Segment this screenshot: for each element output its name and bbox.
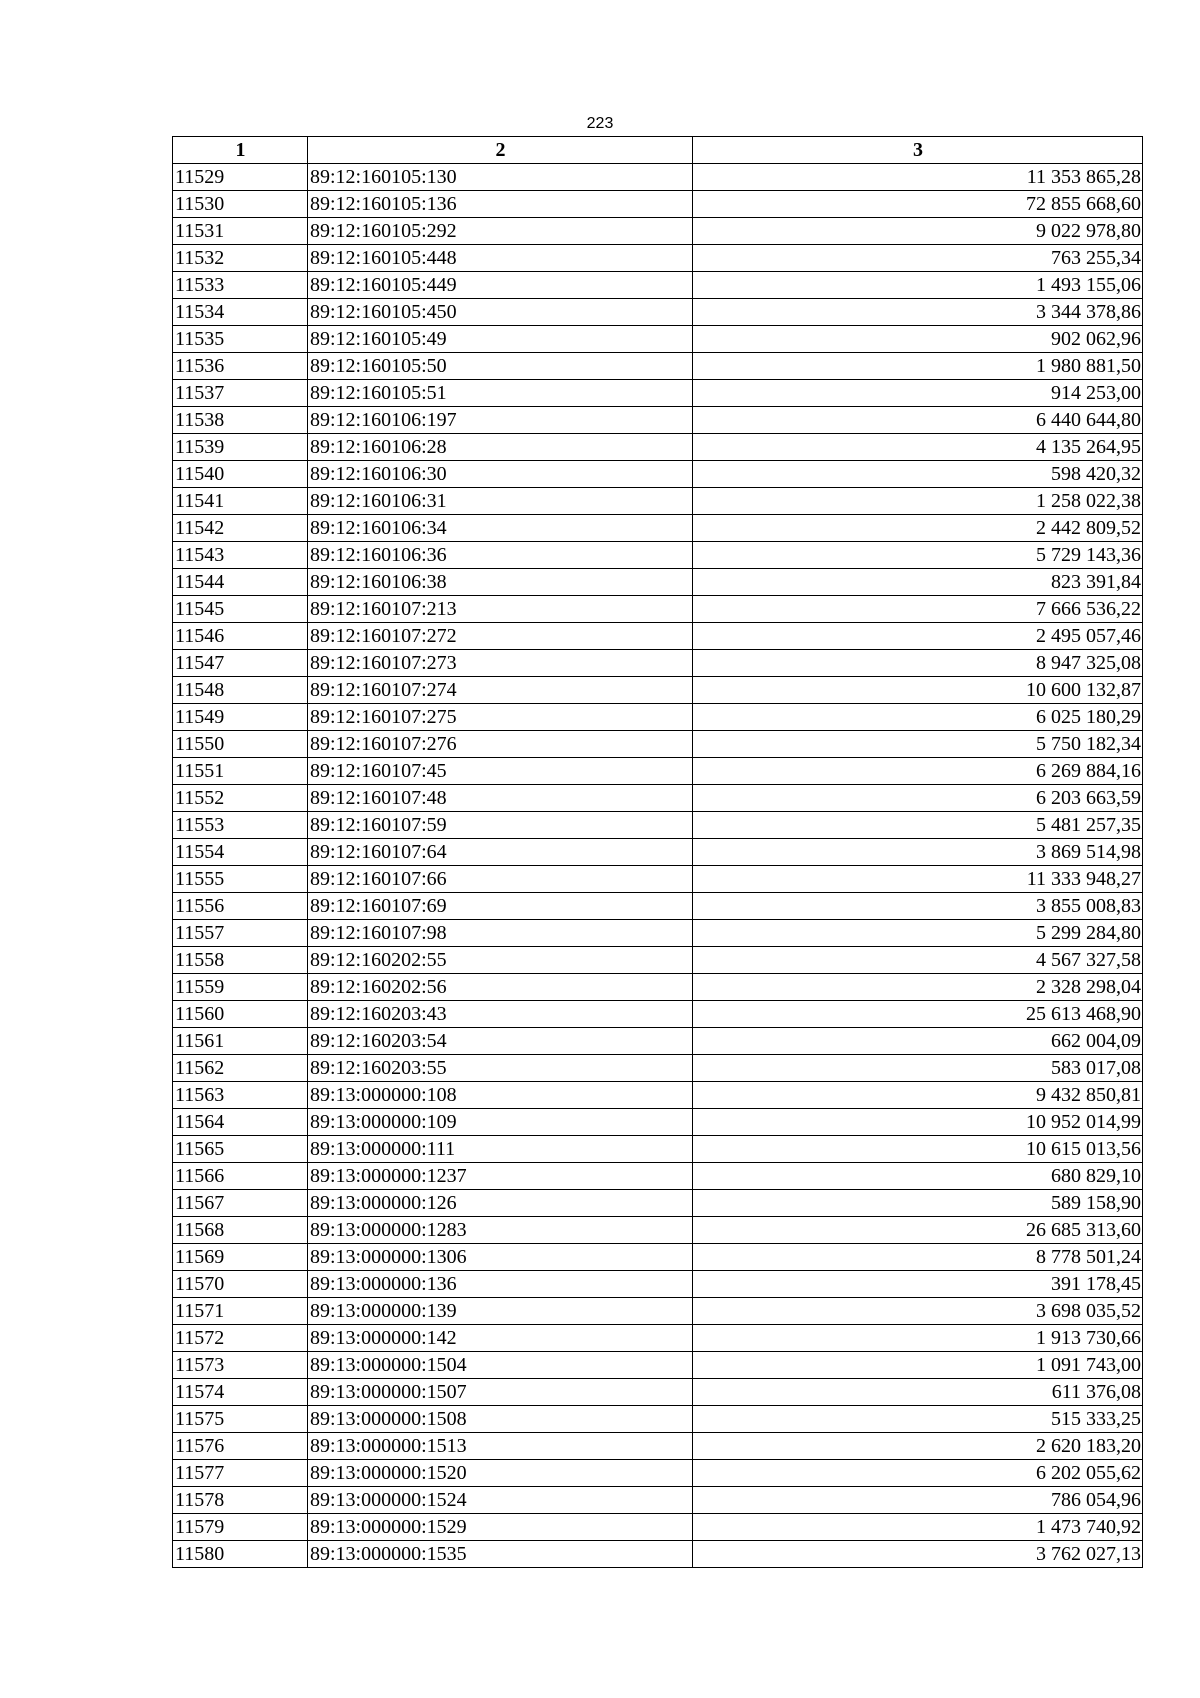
table-row bbox=[173, 893, 1143, 920]
table-row bbox=[173, 1109, 1143, 1136]
table-row bbox=[173, 218, 1143, 245]
cadastral-value-cell: 5 481 257,35 bbox=[693, 812, 1143, 839]
row-number-cell: 11533 bbox=[173, 272, 308, 299]
row-number-cell: 11576 bbox=[173, 1433, 308, 1460]
table-row bbox=[173, 1298, 1143, 1325]
table-row bbox=[173, 812, 1143, 839]
cadastral-number-cell: 89:12:160105:49 bbox=[308, 326, 693, 353]
cadastral-number-cell: 89:12:160107:272 bbox=[308, 623, 693, 650]
cadastral-value-cell: 611 376,08 bbox=[693, 1379, 1143, 1406]
cadastral-value-cell: 6 202 055,62 bbox=[693, 1460, 1143, 1487]
cadastral-number-cell: 89:12:160107:48 bbox=[308, 785, 693, 812]
cadastral-value-cell: 10 600 132,87 bbox=[693, 677, 1143, 704]
cadastral-number-cell: 89:13:000000:1504 bbox=[308, 1352, 693, 1379]
row-number-cell: 11561 bbox=[173, 1028, 308, 1055]
cadastral-value-cell: 786 054,96 bbox=[693, 1487, 1143, 1514]
row-number-cell: 11529 bbox=[173, 164, 308, 191]
table-row bbox=[173, 245, 1143, 272]
cadastral-number-cell: 89:12:160105:450 bbox=[308, 299, 693, 326]
cadastral-value-cell: 10 952 014,99 bbox=[693, 1109, 1143, 1136]
row-number-cell: 11535 bbox=[173, 326, 308, 353]
cadastral-value-cell: 4 135 264,95 bbox=[693, 434, 1143, 461]
cadastral-number-cell: 89:12:160106:197 bbox=[308, 407, 693, 434]
cadastral-value-cell: 914 253,00 bbox=[693, 380, 1143, 407]
table-row bbox=[173, 515, 1143, 542]
cadastral-value-cell: 6 025 180,29 bbox=[693, 704, 1143, 731]
cadastral-value-cell: 3 344 378,86 bbox=[693, 299, 1143, 326]
table-row bbox=[173, 461, 1143, 488]
cadastral-value-cell: 6 440 644,80 bbox=[693, 407, 1143, 434]
row-number-cell: 11569 bbox=[173, 1244, 308, 1271]
table-row bbox=[173, 1244, 1143, 1271]
row-number-cell: 11544 bbox=[173, 569, 308, 596]
cadastral-value-cell: 598 420,32 bbox=[693, 461, 1143, 488]
cadastral-value-cell: 763 255,34 bbox=[693, 245, 1143, 272]
table-row bbox=[173, 866, 1143, 893]
table-row bbox=[173, 1325, 1143, 1352]
row-number-cell: 11532 bbox=[173, 245, 308, 272]
cadastral-value-cell: 3 762 027,13 bbox=[693, 1541, 1143, 1568]
cadastral-value-cell: 9 432 850,81 bbox=[693, 1082, 1143, 1109]
row-number-cell: 11553 bbox=[173, 812, 308, 839]
cadastral-value-cell: 5 729 143,36 bbox=[693, 542, 1143, 569]
cadastral-number-cell: 89:12:160107:276 bbox=[308, 731, 693, 758]
cadastral-value-cell: 11 353 865,28 bbox=[693, 164, 1143, 191]
cadastral-number-cell: 89:12:160107:98 bbox=[308, 920, 693, 947]
cadastral-number-cell: 89:13:000000:1513 bbox=[308, 1433, 693, 1460]
row-number-cell: 11575 bbox=[173, 1406, 308, 1433]
cadastral-value-cell: 1 493 155,06 bbox=[693, 272, 1143, 299]
cadastral-number-cell: 89:13:000000:1508 bbox=[308, 1406, 693, 1433]
cadastral-number-cell: 89:12:160105:448 bbox=[308, 245, 693, 272]
cadastral-number-cell: 89:12:160203:54 bbox=[308, 1028, 693, 1055]
cadastral-value-cell: 7 666 536,22 bbox=[693, 596, 1143, 623]
row-number-cell: 11550 bbox=[173, 731, 308, 758]
cadastral-value-cell: 11 333 948,27 bbox=[693, 866, 1143, 893]
cadastral-value-cell: 2 442 809,52 bbox=[693, 515, 1143, 542]
cadastral-value-cell: 3 869 514,98 bbox=[693, 839, 1143, 866]
table-row bbox=[173, 569, 1143, 596]
cadastral-value-cell: 26 685 313,60 bbox=[693, 1217, 1143, 1244]
row-number-cell: 11543 bbox=[173, 542, 308, 569]
cadastral-value-table bbox=[172, 136, 1143, 1568]
table-row bbox=[173, 1271, 1143, 1298]
cadastral-value-cell: 680 829,10 bbox=[693, 1163, 1143, 1190]
cadastral-value-cell: 1 980 881,50 bbox=[693, 353, 1143, 380]
table-row bbox=[173, 164, 1143, 191]
cadastral-number-cell: 89:12:160107:274 bbox=[308, 677, 693, 704]
table-row bbox=[173, 1460, 1143, 1487]
cadastral-number-cell: 89:12:160106:30 bbox=[308, 461, 693, 488]
table-header bbox=[173, 137, 1143, 164]
cadastral-number-cell: 89:12:160105:292 bbox=[308, 218, 693, 245]
row-number-cell: 11554 bbox=[173, 839, 308, 866]
row-number-cell: 11560 bbox=[173, 1001, 308, 1028]
cadastral-value-cell: 589 158,90 bbox=[693, 1190, 1143, 1217]
table-row bbox=[173, 1433, 1143, 1460]
cadastral-number-cell: 89:12:160105:50 bbox=[308, 353, 693, 380]
cadastral-value-cell: 3 698 035,52 bbox=[693, 1298, 1143, 1325]
table-row bbox=[173, 758, 1143, 785]
cadastral-number-cell: 89:12:160203:43 bbox=[308, 1001, 693, 1028]
table-row bbox=[173, 353, 1143, 380]
cadastral-value-cell: 10 615 013,56 bbox=[693, 1136, 1143, 1163]
cadastral-number-cell: 89:13:000000:1535 bbox=[308, 1541, 693, 1568]
row-number-cell: 11571 bbox=[173, 1298, 308, 1325]
cadastral-number-cell: 89:12:160105:130 bbox=[308, 164, 693, 191]
table-row bbox=[173, 920, 1143, 947]
row-number-cell: 11546 bbox=[173, 623, 308, 650]
table-row bbox=[173, 407, 1143, 434]
cadastral-number-cell: 89:12:160106:28 bbox=[308, 434, 693, 461]
cadastral-number-cell: 89:13:000000:109 bbox=[308, 1109, 693, 1136]
cadastral-value-cell: 25 613 468,90 bbox=[693, 1001, 1143, 1028]
cadastral-value-cell: 5 299 284,80 bbox=[693, 920, 1143, 947]
cadastral-number-cell: 89:12:160107:66 bbox=[308, 866, 693, 893]
row-number-cell: 11538 bbox=[173, 407, 308, 434]
table-row bbox=[173, 1082, 1143, 1109]
row-number-cell: 11536 bbox=[173, 353, 308, 380]
cadastral-number-cell: 89:12:160106:31 bbox=[308, 488, 693, 515]
table-row bbox=[173, 434, 1143, 461]
cadastral-number-cell: 89:13:000000:111 bbox=[308, 1136, 693, 1163]
cadastral-number-cell: 89:13:000000:1283 bbox=[308, 1217, 693, 1244]
row-number-cell: 11566 bbox=[173, 1163, 308, 1190]
cadastral-number-cell: 89:13:000000:1520 bbox=[308, 1460, 693, 1487]
table-row bbox=[173, 1001, 1143, 1028]
cadastral-value-cell: 6 203 663,59 bbox=[693, 785, 1143, 812]
table-row bbox=[173, 677, 1143, 704]
cadastral-number-cell: 89:12:160105:449 bbox=[308, 272, 693, 299]
table-row bbox=[173, 1055, 1143, 1082]
row-number-cell: 11556 bbox=[173, 893, 308, 920]
table-row bbox=[173, 1028, 1143, 1055]
row-number-cell: 11539 bbox=[173, 434, 308, 461]
row-number-cell: 11559 bbox=[173, 974, 308, 1001]
cadastral-value-cell: 72 855 668,60 bbox=[693, 191, 1143, 218]
cadastral-number-cell: 89:12:160105:51 bbox=[308, 380, 693, 407]
row-number-cell: 11572 bbox=[173, 1325, 308, 1352]
cadastral-number-cell: 89:13:000000:1507 bbox=[308, 1379, 693, 1406]
row-number-cell: 11547 bbox=[173, 650, 308, 677]
table-row bbox=[173, 542, 1143, 569]
header-row bbox=[173, 137, 1143, 164]
row-number-cell: 11557 bbox=[173, 920, 308, 947]
table-row bbox=[173, 1406, 1143, 1433]
cadastral-number-cell: 89:12:160107:59 bbox=[308, 812, 693, 839]
cadastral-number-cell: 89:12:160106:38 bbox=[308, 569, 693, 596]
cadastral-number-cell: 89:12:160107:69 bbox=[308, 893, 693, 920]
row-number-cell: 11573 bbox=[173, 1352, 308, 1379]
cadastral-value-cell: 8 778 501,24 bbox=[693, 1244, 1143, 1271]
row-number-cell: 11537 bbox=[173, 380, 308, 407]
table-row bbox=[173, 1541, 1143, 1568]
row-number-cell: 11567 bbox=[173, 1190, 308, 1217]
table-row bbox=[173, 1163, 1143, 1190]
row-number-cell: 11558 bbox=[173, 947, 308, 974]
table-row bbox=[173, 1487, 1143, 1514]
cadastral-value-cell: 2 495 057,46 bbox=[693, 623, 1143, 650]
row-number-cell: 11562 bbox=[173, 1055, 308, 1082]
row-number-cell: 11565 bbox=[173, 1136, 308, 1163]
column-header-2: 2 bbox=[308, 137, 693, 164]
cadastral-number-cell: 89:13:000000:142 bbox=[308, 1325, 693, 1352]
cadastral-value-cell: 662 004,09 bbox=[693, 1028, 1143, 1055]
table-row bbox=[173, 650, 1143, 677]
table-row bbox=[173, 380, 1143, 407]
row-number-cell: 11548 bbox=[173, 677, 308, 704]
cadastral-value-cell: 5 750 182,34 bbox=[693, 731, 1143, 758]
cadastral-value-cell: 391 178,45 bbox=[693, 1271, 1143, 1298]
row-number-cell: 11577 bbox=[173, 1460, 308, 1487]
cadastral-number-cell: 89:12:160107:45 bbox=[308, 758, 693, 785]
table-row bbox=[173, 326, 1143, 353]
table-row bbox=[173, 974, 1143, 1001]
table-row bbox=[173, 488, 1143, 515]
column-header-1: 1 bbox=[173, 137, 308, 164]
cadastral-number-cell: 89:12:160107:64 bbox=[308, 839, 693, 866]
table-row bbox=[173, 731, 1143, 758]
cadastral-number-cell: 89:13:000000:1306 bbox=[308, 1244, 693, 1271]
cadastral-value-cell: 1 913 730,66 bbox=[693, 1325, 1143, 1352]
row-number-cell: 11549 bbox=[173, 704, 308, 731]
row-number-cell: 11552 bbox=[173, 785, 308, 812]
table-row bbox=[173, 785, 1143, 812]
table-row bbox=[173, 1514, 1143, 1541]
page-number: 223 bbox=[586, 115, 614, 132]
cadastral-value-cell: 583 017,08 bbox=[693, 1055, 1143, 1082]
cadastral-number-cell: 89:12:160107:273 bbox=[308, 650, 693, 677]
table-row bbox=[173, 191, 1143, 218]
cadastral-number-cell: 89:13:000000:1237 bbox=[308, 1163, 693, 1190]
cadastral-number-cell: 89:12:160202:55 bbox=[308, 947, 693, 974]
table-row bbox=[173, 1217, 1143, 1244]
row-number-cell: 11578 bbox=[173, 1487, 308, 1514]
table-row bbox=[173, 272, 1143, 299]
cadastral-number-cell: 89:12:160106:34 bbox=[308, 515, 693, 542]
cadastral-value-cell: 9 022 978,80 bbox=[693, 218, 1143, 245]
cadastral-value-cell: 902 062,96 bbox=[693, 326, 1143, 353]
row-number-cell: 11545 bbox=[173, 596, 308, 623]
row-number-cell: 11580 bbox=[173, 1541, 308, 1568]
row-number-cell: 11534 bbox=[173, 299, 308, 326]
cadastral-number-cell: 89:13:000000:1524 bbox=[308, 1487, 693, 1514]
cadastral-number-cell: 89:12:160202:56 bbox=[308, 974, 693, 1001]
row-number-cell: 11574 bbox=[173, 1379, 308, 1406]
column-header-3: 3 bbox=[693, 137, 1143, 164]
row-number-cell: 11531 bbox=[173, 218, 308, 245]
table-row bbox=[173, 1379, 1143, 1406]
row-number-cell: 11579 bbox=[173, 1514, 308, 1541]
cadastral-value-cell: 515 333,25 bbox=[693, 1406, 1143, 1433]
cadastral-value-cell: 2 328 298,04 bbox=[693, 974, 1143, 1001]
cadastral-value-cell: 1 091 743,00 bbox=[693, 1352, 1143, 1379]
table-row bbox=[173, 299, 1143, 326]
row-number-cell: 11564 bbox=[173, 1109, 308, 1136]
cadastral-value-cell: 3 855 008,83 bbox=[693, 893, 1143, 920]
table-body bbox=[173, 164, 1143, 1568]
cadastral-number-cell: 89:13:000000:1529 bbox=[308, 1514, 693, 1541]
table-row bbox=[173, 623, 1143, 650]
row-number-cell: 11530 bbox=[173, 191, 308, 218]
cadastral-value-cell: 2 620 183,20 bbox=[693, 1433, 1143, 1460]
table-row bbox=[173, 596, 1143, 623]
cadastral-number-cell: 89:12:160203:55 bbox=[308, 1055, 693, 1082]
cadastral-value-cell: 1 258 022,38 bbox=[693, 488, 1143, 515]
table-row bbox=[173, 947, 1143, 974]
cadastral-value-cell: 6 269 884,16 bbox=[693, 758, 1143, 785]
cadastral-number-cell: 89:12:160107:213 bbox=[308, 596, 693, 623]
cadastral-number-cell: 89:13:000000:139 bbox=[308, 1298, 693, 1325]
row-number-cell: 11568 bbox=[173, 1217, 308, 1244]
table-row bbox=[173, 704, 1143, 731]
cadastral-value-cell: 823 391,84 bbox=[693, 569, 1143, 596]
cadastral-number-cell: 89:13:000000:108 bbox=[308, 1082, 693, 1109]
row-number-cell: 11570 bbox=[173, 1271, 308, 1298]
cadastral-number-cell: 89:12:160106:36 bbox=[308, 542, 693, 569]
cadastral-value-cell: 1 473 740,92 bbox=[693, 1514, 1143, 1541]
row-number-cell: 11540 bbox=[173, 461, 308, 488]
row-number-cell: 11541 bbox=[173, 488, 308, 515]
cadastral-number-cell: 89:13:000000:136 bbox=[308, 1271, 693, 1298]
table-row bbox=[173, 1352, 1143, 1379]
cadastral-number-cell: 89:13:000000:126 bbox=[308, 1190, 693, 1217]
row-number-cell: 11555 bbox=[173, 866, 308, 893]
cadastral-value-cell: 4 567 327,58 bbox=[693, 947, 1143, 974]
cadastral-number-cell: 89:12:160107:275 bbox=[308, 704, 693, 731]
cadastral-value-cell: 8 947 325,08 bbox=[693, 650, 1143, 677]
table-row bbox=[173, 1190, 1143, 1217]
table-row bbox=[173, 839, 1143, 866]
row-number-cell: 11563 bbox=[173, 1082, 308, 1109]
table-row bbox=[173, 1136, 1143, 1163]
row-number-cell: 11551 bbox=[173, 758, 308, 785]
cadastral-number-cell: 89:12:160105:136 bbox=[308, 191, 693, 218]
row-number-cell: 11542 bbox=[173, 515, 308, 542]
